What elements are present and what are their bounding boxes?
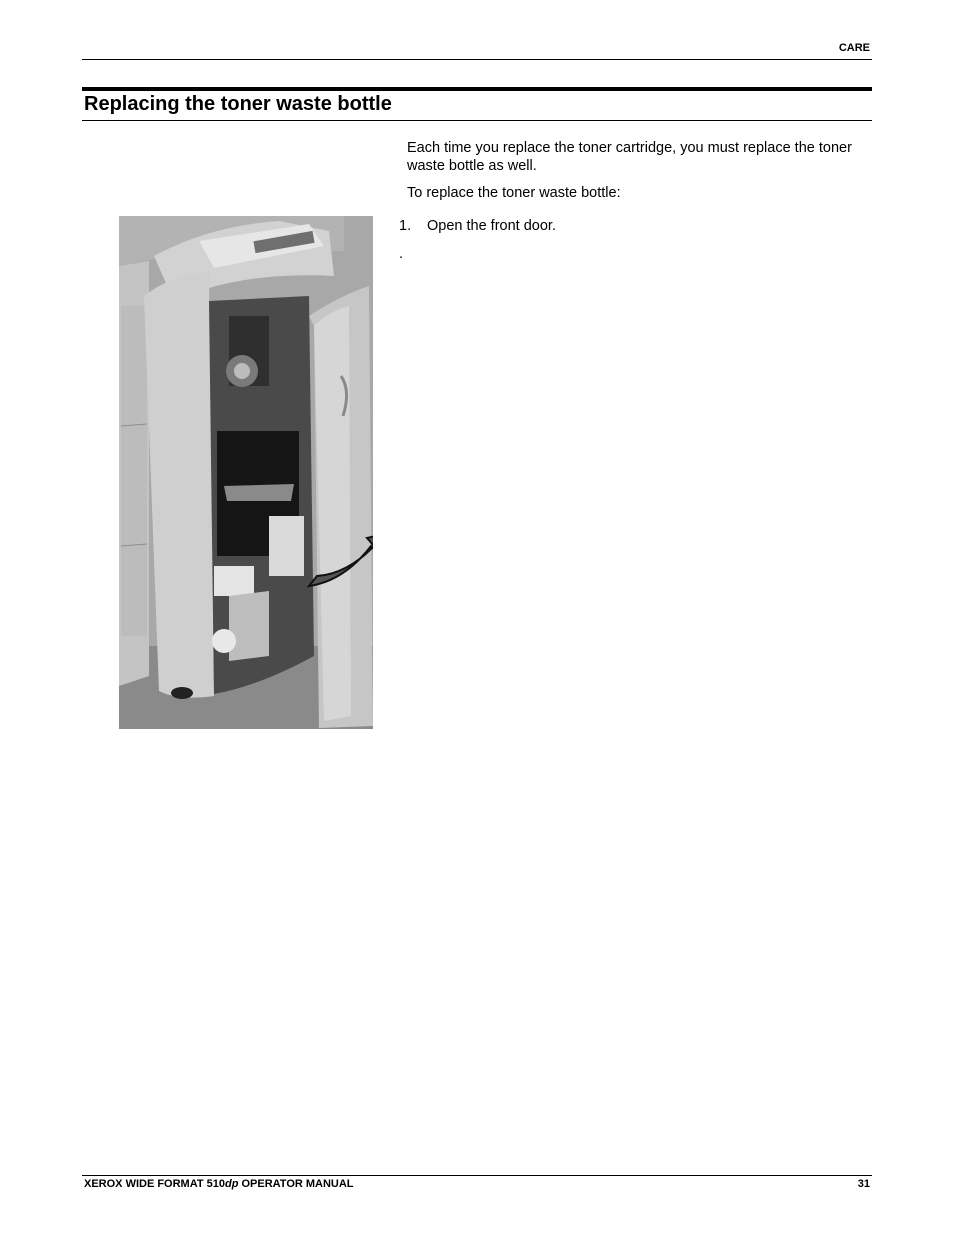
lead-paragraph: To replace the toner waste bottle:	[407, 185, 621, 201]
step-text: Open the front door.	[427, 218, 556, 234]
manual-title	[84, 1178, 354, 1190]
printer-open-door-photo	[119, 216, 373, 729]
manual-model: dp	[224, 1178, 239, 1190]
header-rule	[82, 59, 872, 60]
intro-paragraph: Each time you replace the toner cartridge, you must replace the toner waste bottle as well.	[407, 140, 852, 174]
step-number: 1.	[399, 218, 412, 234]
photo-illustration	[119, 216, 373, 729]
section-title: Replacing the toner waste bottle	[84, 93, 392, 115]
page-number: 31	[857, 1178, 870, 1190]
footer-rule	[82, 1175, 872, 1176]
running-header: CARE	[838, 42, 870, 54]
trailing-dot: .	[399, 246, 404, 262]
title-top-rule	[82, 87, 872, 91]
title-bottom-rule	[82, 120, 872, 121]
manual-suffix: OPERATOR MANUAL	[238, 1178, 354, 1190]
step-1	[399, 217, 556, 235]
manual-prefix: XEROX WIDE FORMAT 510	[84, 1178, 225, 1190]
